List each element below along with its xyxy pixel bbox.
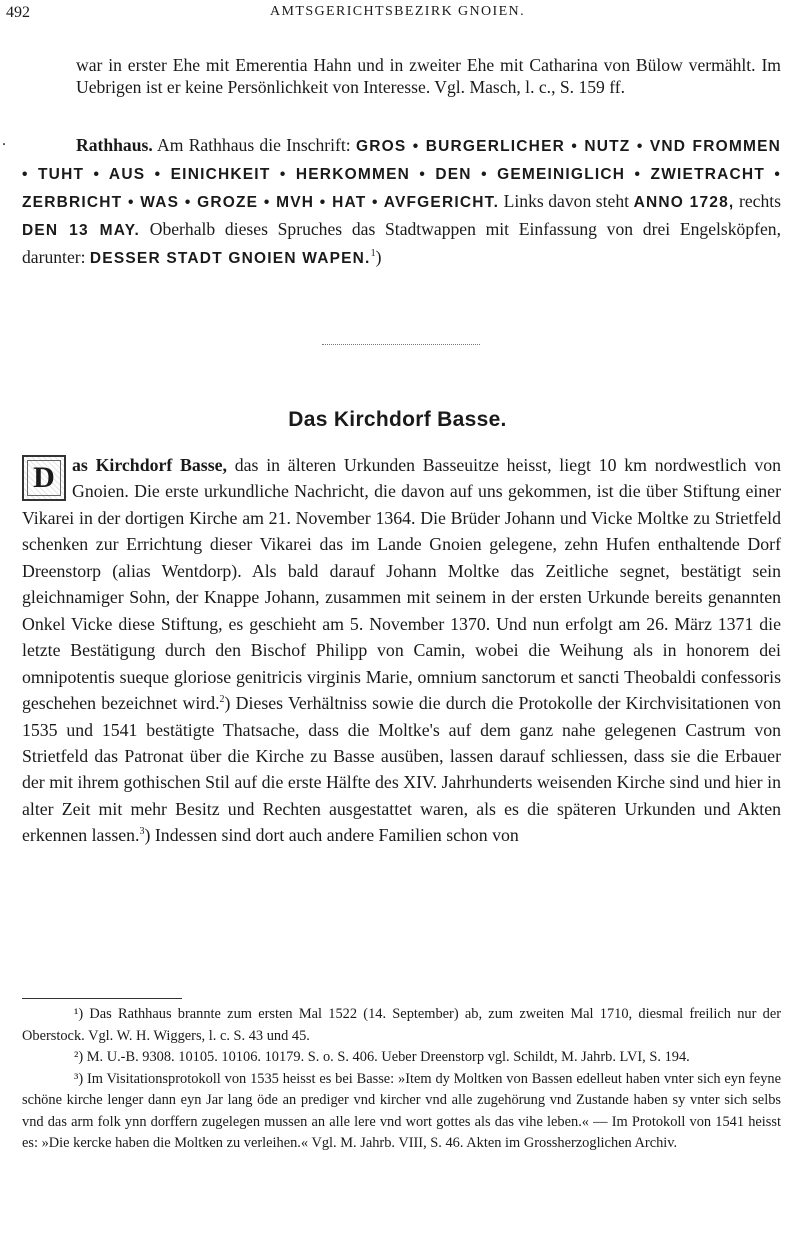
- footnote: ¹) Das Rathhaus brannte zum ersten Mal 1522 (14. September) ab, zum zweiten Mal 1710, diesmal freilich nur der Oberstock. Vgl. W. H. Wiggers, l. c. S. 43 und 45.: [22, 1006, 781, 1044]
- page-number: 492: [6, 4, 30, 21]
- footnote: ²) M. U.-B. 9308. 10105. 10106. 10179. S. o. S. 406. Ueber Dreenstorp vgl. Schildt, M. Jahrb. LVI, S. 194.: [74, 1049, 690, 1065]
- body-text: ) Dieses Verhältniss sowie die durch die Protokolle der Kirchvisitationen von 1535 und 1541 bestätigte Thatsache, dass die Moltke's auf dem ganz nahe gelegenen Castrum von Strietfeld das Patronat über die Kirche zu Basse ausüben, lassen darauf schliessen, dass sie die Erbauer der mit ihrem gothischen Stil auf die erste Hälfte des XIV. Jahrhunderts weisenden Kirche sind und hier in alter Zeit mit mehr Besitz und Rechten ausgestattet waren, als es die späteren Urkunden und Akten erkennen lassen.: [22, 693, 781, 846]
- rathhaus-paragraph: [22, 132, 781, 272]
- section-body: [22, 452, 781, 849]
- footnote-ref: 2: [219, 694, 225, 706]
- rathhaus-text: Oberhalb dieses Spruches das Stadtwappen mit Einfassung von drei Engelsköpfen, darunter:: [22, 219, 781, 267]
- footnote-rule: [22, 998, 182, 999]
- drop-cap: D: [22, 455, 66, 501]
- anno-inscription: ANNO 1728,: [633, 194, 735, 211]
- paren: ): [375, 247, 382, 267]
- rathhaus-label: Rathhaus.: [76, 135, 153, 155]
- rathhaus-text: Am Rathhaus die Inschrift:: [152, 135, 356, 155]
- body-text: das in älteren Urkunden Basseuitze heisst, liegt 10 km nordwestlich von Gnoien. Die erste urkundliche Nachricht, die davon auf uns gekommen, ist die über Stiftung einer Vikarei in der dortigen Kirche am 21. November 1364. Die Brüder Johann und Vicke Moltke zu Strietfeld schenken zur Errichtung dieser Vikarei das im Lande Gnoien gelegene, zehn Hufen enthaltende Dorf Dreenstorp (alias Wentdorp). Als bald darauf Johann Moltke das Zeitliche segnet, bestätigt sein gleichnamiger Sohn, der Knappe Johann, zusammen mit seinem in der ersten Urkunde bereits genannten Onkel Vicke diese Stiftung, es geschieht am 5. November 1370. Und nun erfolgt am 26. März 1371 die letzte Bestätigung durch den Bischof Philipp von Camin, wobei die Weihung als in honorem dei omnipotentis sueque gloriose genitricis virginis Marie, omnium sanctorum et sancti Theobaldi confessoris geschehen bezeichnet wird.: [22, 455, 781, 714]
- rathhaus-text: rechts: [734, 191, 781, 211]
- footnote: ³) Im Visitationsprotokoll von 1535 heisst es bei Basse: »Item dy Moltken von Bassen edelleut haben vnter sich eyn feyne schöne kirche lenger dann eyn Jar lang öde an prediger vnd kircher vnd alle zugehörung vnd Zustande haben sy vnter sich selbs vnd das arm folk ynn dorffern zugelegen mussen an alle lere vnd wort gottes als das vihe leben.« — Im Protokoll von 1541 heisst es: »Die kercke haben die Moltken zu verleihen.« Vgl. M. Jahrb. VIII, S. 46. Akten im Grossherzoglichen Archiv.: [22, 1070, 781, 1151]
- section-title: Das Kirchdorf Basse.: [288, 408, 507, 431]
- footnote-ref: 3: [139, 826, 145, 838]
- running-title: AMTSGERICHTSBEZIRK GNOIEN.: [270, 4, 525, 19]
- section-divider: [322, 344, 480, 345]
- date-inscription: DEN 13 MAY.: [22, 222, 141, 239]
- rathhaus-inscription: GROS • BURGERLICHER • NUTZ • VND FROMMEN • TUHT • AUS • EINICHKEIT • HERKOMMEN • DEN • GEMEINIGLICH • ZWIETRACHT • ZERBRICHT • WAS • GROZE • MVH • HAT • AVFGERICHT.: [22, 138, 781, 211]
- body-text: ) Indessen sind dort auch andere Familien schon von: [144, 825, 519, 846]
- rathhaus-text: Links davon steht: [499, 191, 634, 211]
- intro-paragraph: war in erster Ehe mit Emerentia Hahn und in zweiter Ehe mit Catharina von Bülow vermählt. Im Uebrigen ist er keine Persönlichkeit von Interesse. Vgl. Masch, l. c., S. 159 ff.: [76, 55, 781, 97]
- lead-bold: as Kirchdorf Basse,: [72, 455, 227, 475]
- wapen-inscription: DESSER STADT GNOIEN WAPEN.: [89, 250, 371, 267]
- footnote-ref: 1: [370, 248, 376, 260]
- footnotes: [22, 1004, 781, 1155]
- margin-mark: .: [2, 132, 6, 149]
